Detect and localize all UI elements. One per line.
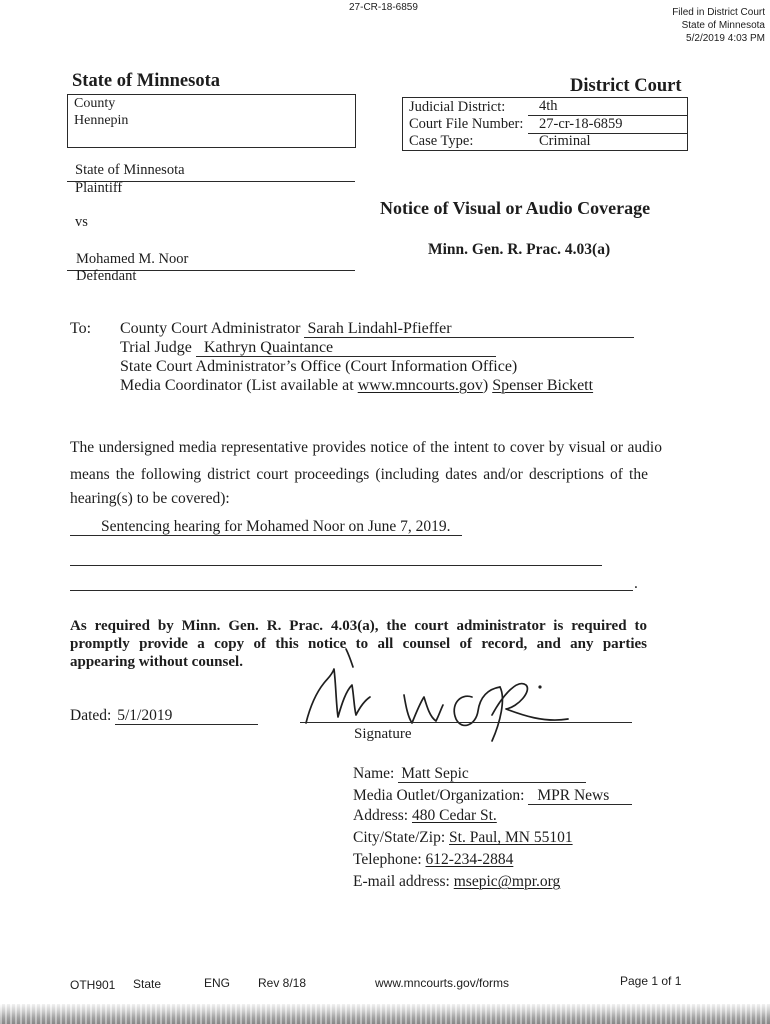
intent-text-line: hearing(s) to be covered): <box>70 490 230 507</box>
email-value: msepic@mpr.org <box>453 873 561 890</box>
service-notice-line: appearing without counsel. <box>70 654 243 670</box>
outlet-value: MPR News <box>528 788 632 805</box>
media-coordinator-label: Media Coordinator (List available at <box>120 377 354 394</box>
footer-page-number: Page 1 of 1 <box>620 974 682 988</box>
filed-stamp <box>672 6 765 45</box>
service-notice-line: As required by Minn. Gen. R. Prac. 4.03(a), the court administrator is required to <box>70 618 647 634</box>
court-file-number-value: 27-cr-18-6859 <box>528 116 687 134</box>
case-type-value: Criminal <box>539 133 591 149</box>
trial-judge-line <box>120 339 496 357</box>
requester-phone-line <box>353 851 513 869</box>
address-label: Address: <box>353 807 409 824</box>
hearing-description: Sentencing hearing for Mohamed Noor on June 7, 2019. <box>70 518 462 536</box>
to-label: To: <box>70 320 92 337</box>
rule-citation: Minn. Gen. R. Prac. 4.03(a) <box>428 241 611 258</box>
city-value: St. Paul, MN 55101 <box>449 829 573 846</box>
requester-email-line <box>353 873 560 891</box>
footer-jurisdiction: State <box>133 977 162 991</box>
form-title: Notice of Visual or Audio Coverage <box>380 198 651 218</box>
county-box <box>67 94 356 148</box>
media-coordinator-line <box>120 377 593 395</box>
dated-label: Dated: <box>70 707 112 724</box>
requester-outlet-line <box>353 787 632 805</box>
plaintiff-name: State of Minnesota <box>75 162 185 178</box>
court-administrator-name: Sarah Lindahl-Pfieffer <box>304 321 634 338</box>
case-number-stamp: 27-CR-18-6859 <box>349 2 418 13</box>
signature-stroke <box>404 695 443 723</box>
county-value: Hennepin <box>74 113 129 128</box>
trial-judge-name: Kathryn Quaintance <box>196 340 496 357</box>
intent-text-line: means the following district court proceedings (including dates and/or descriptions of the <box>70 466 648 483</box>
media-coordinator-name: Spenser Bickett <box>492 377 594 394</box>
intent-text-line: The undersigned media representative provides notice of the intent to cover by visual or audio <box>70 439 662 456</box>
court-title: District Court <box>570 76 682 96</box>
email-label: E-mail address: <box>353 873 450 890</box>
scan-edge <box>0 1004 770 1024</box>
county-label: County <box>74 96 116 111</box>
filed-stamp-line: 5/2/2019 4:03 PM <box>686 33 765 44</box>
signature-stroke <box>492 684 568 720</box>
judicial-district-label: Judicial District: <box>409 99 506 115</box>
blank-line <box>70 590 633 591</box>
footer-url: www.mncourts.gov/forms <box>375 976 510 990</box>
signature-stroke <box>306 669 370 723</box>
media-coordinator-list-link: www.mncourts.gov <box>357 377 483 394</box>
phone-value: 612-234-2884 <box>425 851 514 868</box>
signature-stroke <box>492 687 502 741</box>
handwritten-signature <box>296 645 576 745</box>
requester-city-line <box>353 829 573 847</box>
signature-label: Signature <box>354 726 412 742</box>
blank-line <box>70 565 602 566</box>
signature-line <box>300 722 632 723</box>
defendant-name: Mohamed M. Noor <box>76 251 189 267</box>
footer-language: ENG <box>204 976 231 990</box>
court-file-number-label: Court File Number: <box>409 116 524 132</box>
filed-stamp-line: Filed in District Court <box>672 7 765 18</box>
service-notice-line: promptly provide a copy of this notice to all counsel of record, and any parties <box>70 636 647 652</box>
footer-revision: Rev 8/18 <box>258 976 307 990</box>
city-label: City/State/Zip: <box>353 829 446 846</box>
footer-form-code: OTH901 <box>70 978 116 992</box>
dated-value: 5/1/2019 <box>115 708 258 725</box>
filed-stamp-line: State of Minnesota <box>681 20 765 31</box>
requester-name-line <box>353 765 586 783</box>
state-title: State of Minnesota <box>72 71 220 91</box>
phone-label: Telephone: <box>353 851 422 868</box>
outlet-label: Media Outlet/Organization: <box>353 787 525 804</box>
court-administrator-line <box>120 320 634 338</box>
case-type-label: Case Type: <box>409 133 474 149</box>
signature-stroke <box>454 687 500 725</box>
versus-label: vs <box>75 214 88 230</box>
signature-dot <box>538 685 541 688</box>
dated-line <box>70 707 258 725</box>
judicial-district-value: 4th <box>528 98 687 116</box>
signature-stroke <box>346 649 353 667</box>
court-administrator-label: County Court Administrator <box>120 320 301 337</box>
name-label: Name: <box>353 765 395 782</box>
address-value: 480 Cedar St. <box>411 807 497 824</box>
state-court-office: State Court Administrator’s Office (Court Information Office) <box>120 358 518 375</box>
requester-address-line <box>353 807 497 825</box>
case-info-box <box>402 97 688 151</box>
defendant-label: Defendant <box>76 268 137 284</box>
trial-judge-label: Trial Judge <box>120 339 192 356</box>
media-coordinator-paren: ) <box>482 377 489 394</box>
name-value: Matt Sepic <box>398 766 586 783</box>
plaintiff-label: Plaintiff <box>75 180 123 196</box>
blank-line-period: . <box>634 575 638 592</box>
